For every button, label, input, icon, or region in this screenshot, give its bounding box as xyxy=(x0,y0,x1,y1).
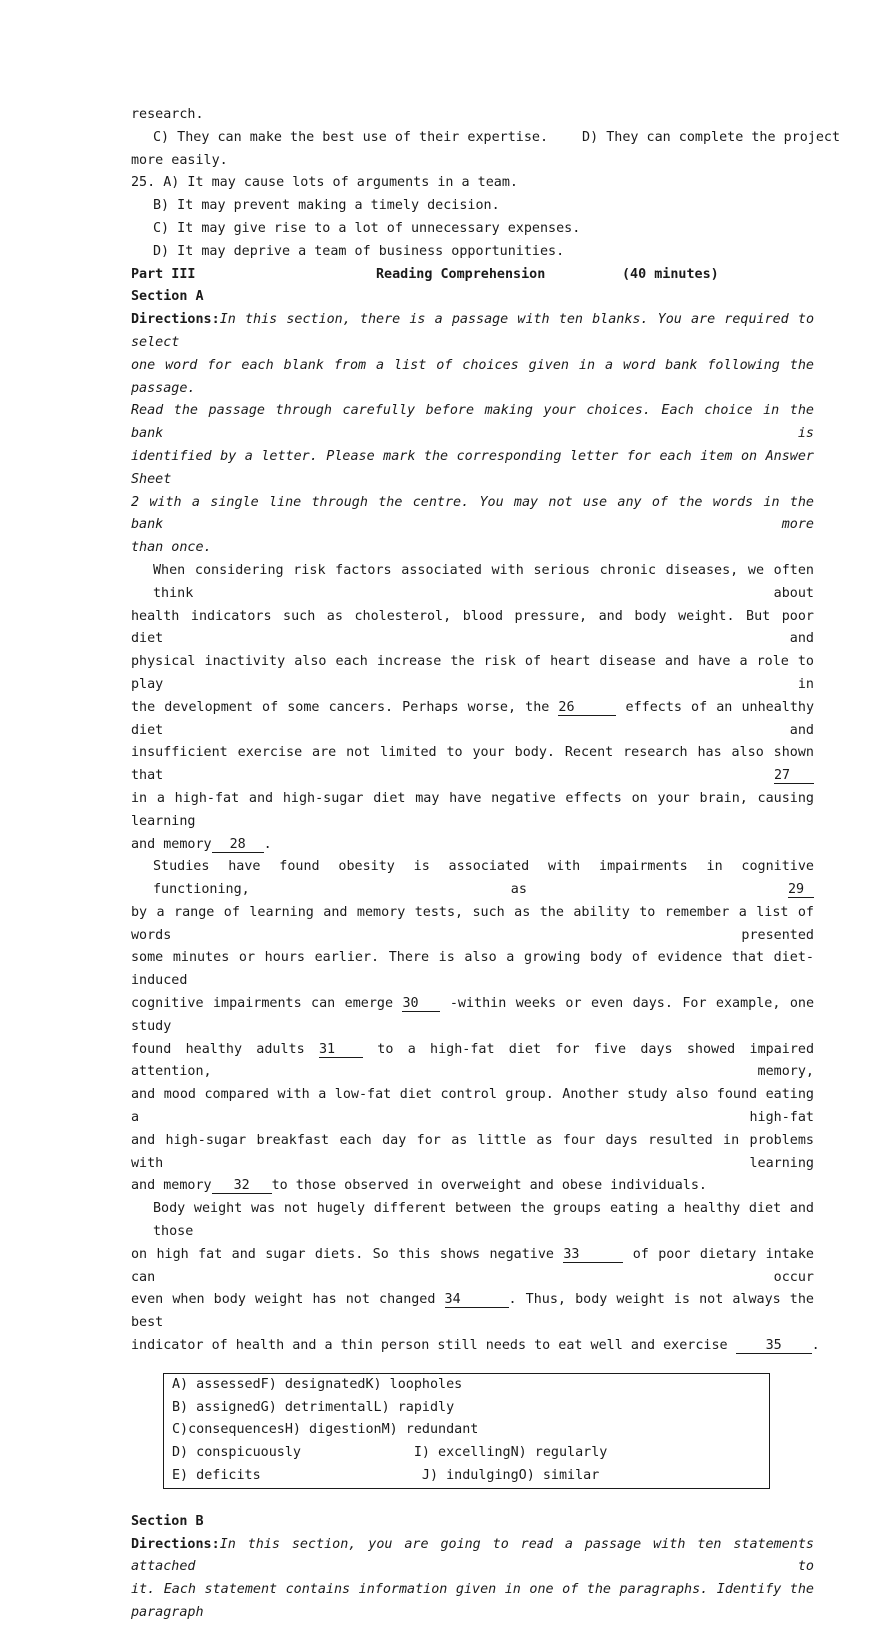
passage-paragraph-1: When considering risk factors associated with serious chronic diseases, we often think about health indicators such as cholesterol, blood pressure, and body weight. But poor diet and physical inactivity also each increase the risk of heart disease and have a role to play in the development of some cancers. Perhaps worse, the 26 effects of an unhealthy diet and insufficient exercise are not limited to your body. Recent research has also shown that 27 in a high-fat and high-sugar diet may have negative effects on your brain, causing learning and memory 28 . xyxy=(131,562,815,852)
blank-26[interactable]: 26 xyxy=(558,700,616,716)
q25-option-b: B) It may prevent making a timely decision. xyxy=(153,198,500,214)
part-label: Part III xyxy=(131,266,196,282)
directions-label: Directions: xyxy=(131,312,220,328)
part-header xyxy=(131,264,814,287)
q25-option-c: C) It may give rise to a lot of unnecessary expenses. xyxy=(153,220,581,236)
section-a-directions: Directions:In this section, there is a passage with ten blanks. You are required to select one word for each blank from a list of choices given in a word bank following the passage. Read the passage through carefully before making your choices. Each choice in the bank is identified by a letter. Please mark the corresponding letter for each item on Answer Sheet 2 with a single line through the centre. You may not use any of the words in the bank more than once. xyxy=(131,312,814,556)
passage-paragraph-3: Body weight was not hugely different between the groups eating a healthy diet and those on high fat and sugar diets. So this shows negative 33 of poor dietary intake can occur even when body weight has not changed 34 . Thus, body weight is not always the best indicator of health and a thin person still needs to eat well and exercise 35 . xyxy=(131,1201,820,1354)
q24-options-c-d xyxy=(131,127,841,150)
word-bank xyxy=(163,1373,770,1489)
blank-34[interactable]: 34 xyxy=(445,1292,509,1308)
passage-paragraph-2: Studies have found obesity is associated with impairments in cognitive functioning, as 29 by a range of learning and memory tests, such as the ability to remember a list of words presented some minutes or hours earlier. There is also a growing body of evidence that diet-induced cognitive impairments can emerge 30 -within weeks or even days. For example, one study found healthy adults 31 to a high-fat diet for five days showed impaired attention, memory, and mood compared with a low-fat diet control group. Another study also found eating a high-fat and high-sugar breakfast each day for as little as four days resulted in problems with learning and memory 32 to those observed in overweight and obese individuals. xyxy=(131,859,815,1194)
q24-option-tail: research. xyxy=(131,107,204,122)
word-bank-row: B) assignedG) detrimentalL) rapidly xyxy=(172,1399,455,1415)
part-time: (40 minutes) xyxy=(622,266,719,282)
blank-35[interactable]: 35 xyxy=(736,1338,812,1354)
q24-option-d-cont: more easily. xyxy=(131,152,228,168)
exam-page xyxy=(131,104,841,1625)
q25-option-d: D) It may deprive a team of business opportunities. xyxy=(153,243,565,259)
q24-option-c: C) They can make the best use of their expertise. xyxy=(153,129,549,145)
q25-option-a: 25. A) It may cause lots of arguments in a team. xyxy=(131,175,518,191)
section-b-directions: Directions:In this section, you are going to read a passage with ten statements attached to it. Each statement contains information given in one of the paragraphs. Identify the paragraph xyxy=(131,1536,814,1620)
directions-label: Directions: xyxy=(131,1536,220,1552)
blank-32[interactable]: 32 xyxy=(212,1178,272,1194)
word-bank-row: A) assessedF) designatedK) loopholes xyxy=(172,1376,463,1392)
word-bank-row: C)consequencesH) digestionM) redundant xyxy=(172,1422,479,1438)
word-bank-row: D) conspicuously I) excellingN) regularly xyxy=(172,1445,608,1461)
blank-31[interactable]: 31 xyxy=(319,1042,363,1058)
q24-option-d: D) They can complete the project xyxy=(582,129,841,145)
blank-29[interactable]: 29 xyxy=(788,882,814,898)
blank-33[interactable]: 33 xyxy=(563,1247,623,1263)
blank-28[interactable]: 28 xyxy=(212,837,264,853)
section-b-heading: Section B xyxy=(131,1513,204,1529)
blank-30[interactable]: 30 xyxy=(402,996,440,1012)
section-a-heading: Section A xyxy=(131,289,204,305)
word-bank-row: E) deficits J) indulgingO) similar xyxy=(172,1468,600,1484)
part-title: Reading Comprehension xyxy=(376,266,546,282)
blank-27[interactable]: 27 xyxy=(774,768,814,784)
